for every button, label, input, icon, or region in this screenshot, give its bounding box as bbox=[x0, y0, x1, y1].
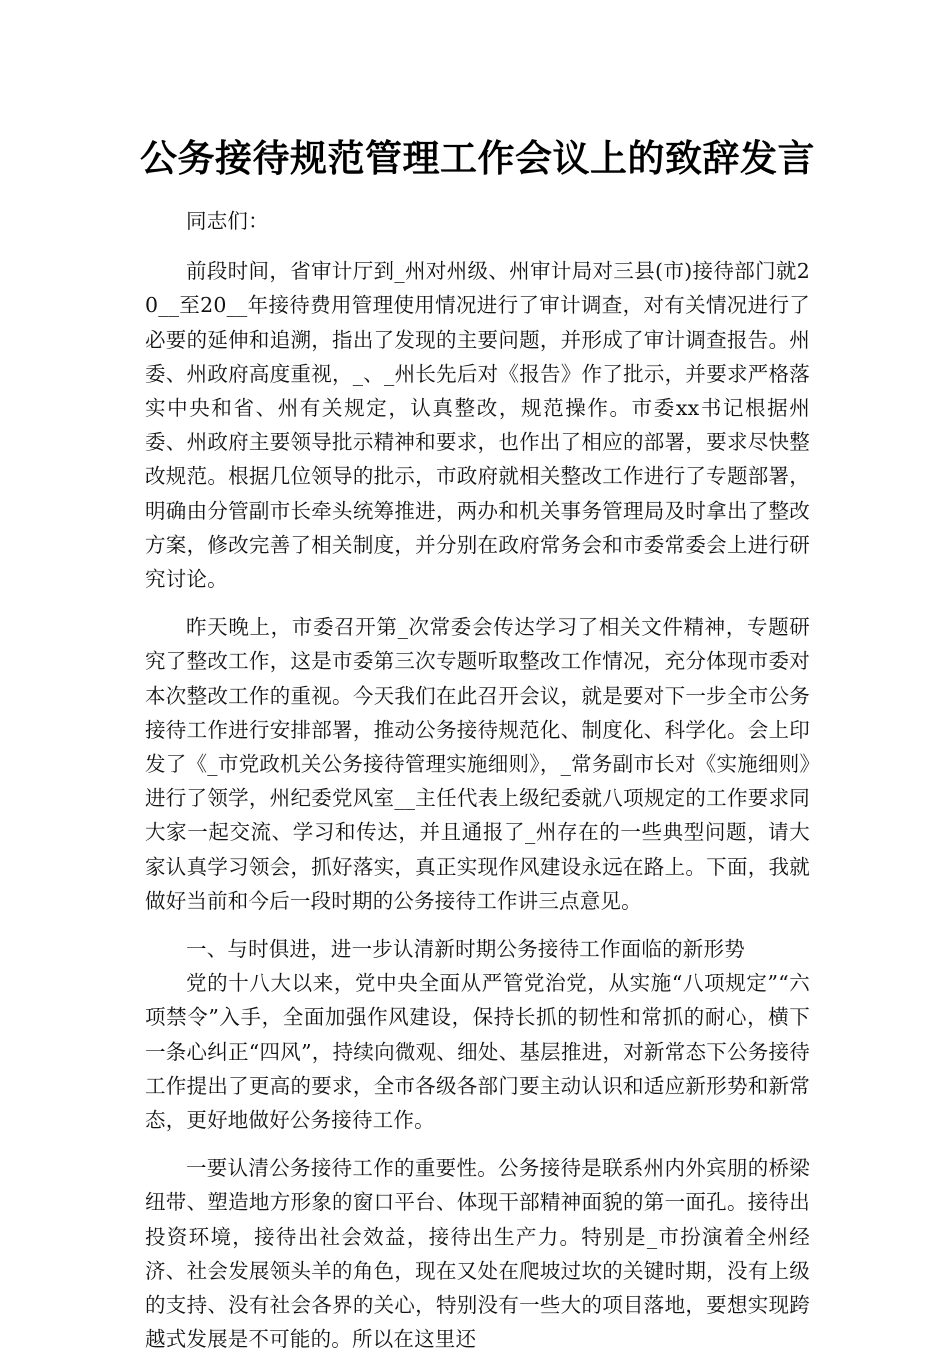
document-title: 公务接待规范管理工作会议上的致辞发言 bbox=[140, 137, 815, 180]
salutation: 同志们： bbox=[186, 209, 269, 233]
body-paragraph-2: 昨天晚上，市委召开第_次常委会传达学习了相关文件精神，专题研究了整改工作，这是市委第三次专题听取整改工作情况，充分体现市委对本次整改工作的重视。今天我们在此召开会议，就是要对下一步全市公务接待工作进行安排部署，推动公务接待规范化、制度化、科学化。会上印发了《_市党政机关公务接待管理实施细则》，_常务副市长对《实施细则》进行了领学，州纪委党风室__主任代表上级纪委就八项规定的工作要求同大家一起交流、学习和传达，并且通报了_州存在的一些典型问题，请大家认真学习领会，抓好落实，真正实现作风建设永远在路上。下面，我就做好当前和今后一段时期的公务接待工作讲三点意见。 bbox=[145, 615, 810, 913]
body-paragraph-1: 前段时间，省审计厅到_州对州级、州审计局对三县(市)接待部门就20__至20__年接待费用管理使用情况进行了审计调查，对有关情况进行了必要的延伸和追溯，指出了发现的主要问题，并形成了审计调查报告。州委、州政府高度重视，_、_州长先后对《报告》作了批示，并要求严格落实中央和省、州有关规定，认真整改，规范操作。市委xx书记根据州委、州政府主要领导批示精神和要求，也作出了相应的部署，要求尽快整改规范。根据几位领导的批示，市政府就相关整改工作进行了专题部署，明确由分管副市长牵头统筹推进，两办和机关事务管理局及时拿出了整改方案，修改完善了相关制度，并分别在政府常务会和市委常委会上进行研究讨论。 bbox=[145, 259, 810, 592]
section-paragraph-1: 党的十八大以来，党中央全面从严管党治党，从实施“八项规定”“六项禁令”入手，全面加强作风建设，保持长抓的韧性和常抓的耐心，横下一条心纠正“四风”，持续向微观、细处、基层推进，对新常态下公务接待工作提出了更高的要求，全市各级各部门要主动认识和适应新形势和新常态，更好地做好公务接待工作。 bbox=[145, 971, 810, 1133]
document-page bbox=[140, 128, 815, 1357]
section-heading: 一、与时俱进，进一步认清新时期公务接待工作面临的新形势 bbox=[186, 937, 745, 962]
section-paragraph-2: 一要认清公务接待工作的重要性。公务接待是联系州内外宾朋的桥梁纽带、塑造地方形象的窗口平台、体现干部精神面貌的第一面孔。接待出投资环境，接待出社会效益，接待出生产力。特别是_市扮演着全州经济、社会发展领头羊的角色，现在又处在爬坡过坎的关键时期，没有上级的支持、没有社会各界的关心，特别没有一些大的项目落地，要想实现跨越式发展是不可能的。所以在这里还 bbox=[145, 1156, 810, 1352]
